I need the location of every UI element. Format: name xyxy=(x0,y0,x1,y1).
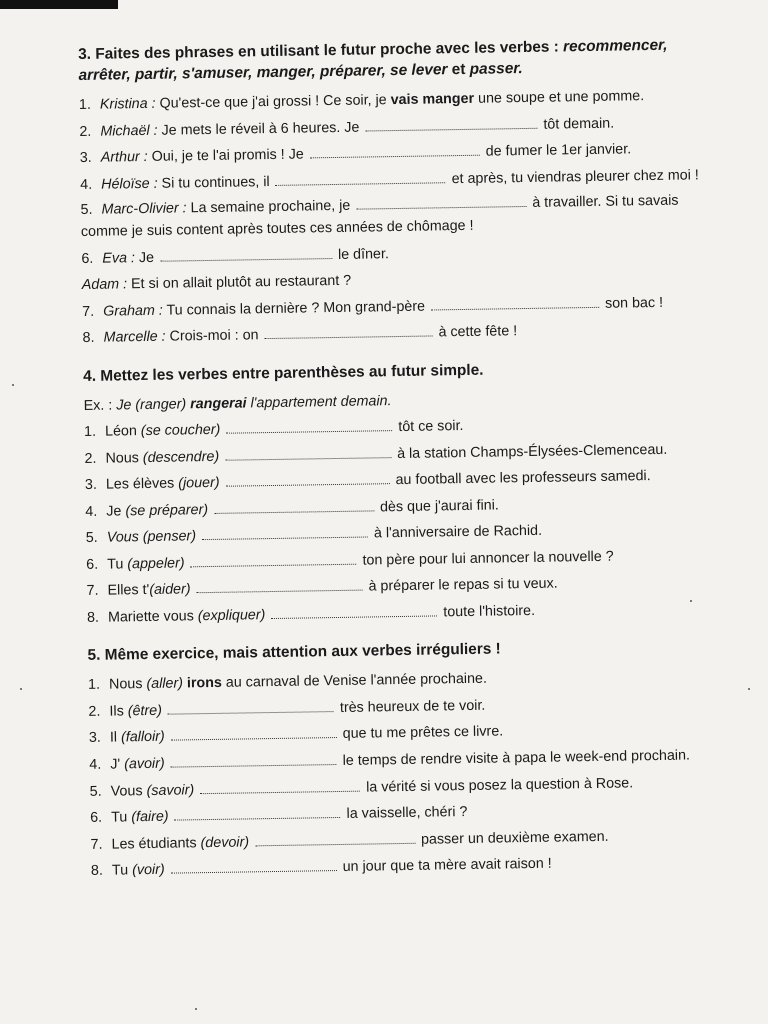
ex3-item-2: 2. Michaël : Je mets le réveil à 6 heures. Je tôt demain. xyxy=(79,115,615,140)
scan-speck xyxy=(195,1008,197,1010)
blank-line[interactable] xyxy=(160,257,332,262)
ex4-item-1: 1. Léon (se coucher) tôt ce soir. xyxy=(83,417,464,440)
ex5-item-4: 4. J' (avoir) le temps de rendre visite à papa le week-end prochain. xyxy=(89,746,691,773)
blank-line[interactable] xyxy=(226,429,392,434)
blank-line[interactable] xyxy=(310,154,480,159)
blank-line[interactable] xyxy=(171,763,337,768)
ex5-item-7: 7. Les étudiants (devoir) passer un deuxième examen. xyxy=(90,828,609,853)
ex4-item-6: 6. Tu (appeler) ton père pour lui annoncer la nouvelle ? xyxy=(86,548,614,573)
ex4-item-2: 2. Nous (descendre) à la station Champs-Élysées-Clemenceau. xyxy=(84,441,668,467)
blank-line[interactable] xyxy=(225,456,391,461)
ex4-item-5: 5. Vous (penser) à l'anniversaire de Rachid. xyxy=(85,522,543,546)
exercise-5 xyxy=(87,635,731,885)
ex4-item-8: 8. Mariette vous (expliquer) toute l'histoire. xyxy=(86,602,536,626)
blank-line[interactable] xyxy=(356,204,526,209)
ex3-item-5: 5. Marc-Olivier : La semaine prochaine, je à travailler. Si tu savais comme je suis content après toutes ces années de chômage ! xyxy=(80,192,679,240)
worksheet xyxy=(78,34,731,898)
blank-line[interactable] xyxy=(197,589,363,594)
blank-line[interactable] xyxy=(200,789,360,794)
scan-edge-mark xyxy=(0,0,118,9)
blank-line[interactable] xyxy=(276,181,446,186)
scan-speck xyxy=(20,688,22,690)
ex5-item-3: 3. Il (falloir) que tu me prêtes ce livre. xyxy=(88,723,504,746)
blank-line[interactable] xyxy=(168,710,334,715)
exercise-4 xyxy=(83,355,727,631)
exercise-4-title: 4. Mettez les verbes entre parenthèses au futur simple. xyxy=(83,361,484,385)
ex3-item-4: 4. Héloïse : Si tu continues, il et après, tu viendras pleurer chez moi ! xyxy=(80,166,699,193)
blank-line[interactable] xyxy=(226,482,390,487)
scan-speck xyxy=(748,688,750,690)
ex5-item-8: 8. Tu (voir) un jour que ta mère avait raison ! xyxy=(90,855,552,879)
ex3-item-3: 3. Arthur : Oui, je te l'ai promis ! Je de fumer le 1er janvier. xyxy=(79,141,632,166)
blank-line[interactable] xyxy=(431,305,599,310)
blank-line[interactable] xyxy=(171,736,337,741)
blank-line[interactable] xyxy=(271,614,437,619)
scan-speck xyxy=(12,384,14,386)
ex3-item-1: 1. Kristina : Qu'est-ce que j'ai grossi ! Ce soir, je vais manger une soupe et une pomme. xyxy=(78,88,645,113)
exercise-3 xyxy=(78,34,723,352)
blank-line[interactable] xyxy=(365,126,537,131)
ex3-item-6: 6. Eva : Je le dîner. xyxy=(81,245,390,267)
blank-line[interactable] xyxy=(171,869,337,874)
ex5-item-1: 1. Nous (aller) irons au carnaval de Venise l'année prochaine. xyxy=(87,670,488,693)
ex3-adam-line: Adam : Et si on allait plutôt au restaurant ? xyxy=(81,272,352,293)
scan-speck xyxy=(690,600,692,602)
blank-line[interactable] xyxy=(265,334,433,339)
blank-line[interactable] xyxy=(214,509,374,514)
ex5-item-2: 2. Ils (être) très heureux de te voir. xyxy=(88,697,486,720)
blank-line[interactable] xyxy=(202,536,368,541)
ex4-item-3: 3. Les élèves (jouer) au football avec les professeurs samedi. xyxy=(84,468,651,493)
exercise-5-title: 5. Même exercice, mais attention aux verbes irréguliers ! xyxy=(87,640,501,664)
blank-line[interactable] xyxy=(191,562,357,567)
ex3-item-7: 7. Graham : Tu connais la dernière ? Mon grand-père son bac ! xyxy=(82,294,664,320)
blank-line[interactable] xyxy=(175,816,341,821)
ex4-item-4: 4. Je (se préparer) dès que j'aurai fini. xyxy=(85,496,499,520)
ex4-example: Ex. : Je (ranger) rangerai l'appartement demain. xyxy=(83,392,392,414)
ex4-item-7: 7. Elles t'(aider) à préparer le repas si tu veux. xyxy=(86,575,558,599)
exercise-3-title: 3. Faites des phrases en utilisant le futur proche avec les verbes : recommencer, arrêter, partir, s'amuser, manger, préparer, se lever et passer. xyxy=(78,36,668,84)
ex3-item-8: 8. Marcelle : Crois-moi : on à cette fête ! xyxy=(82,323,518,346)
blank-line[interactable] xyxy=(255,841,415,846)
ex5-item-5: 5. Vous (savoir) la vérité si vous posez la question à Rose. xyxy=(89,774,634,800)
ex5-item-6: 6. Tu (faire) la vaisselle, chéri ? xyxy=(90,803,468,826)
